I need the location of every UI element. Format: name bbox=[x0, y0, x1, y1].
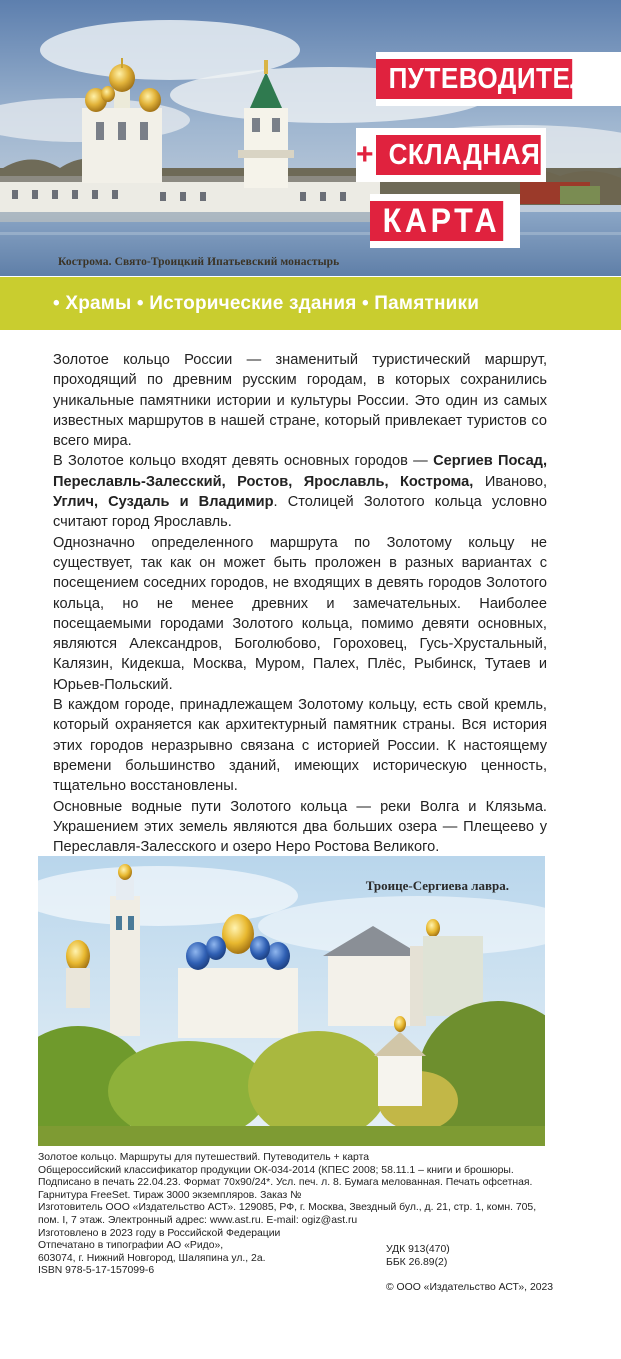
imprint-classifier: Общероссийский классификатор продукции ОК-034-2014 (КПЕС 2008; 58.11.1 – книги и брошюры. bbox=[38, 1164, 514, 1176]
main-cities-bold-2: Углич, Суздаль и Владимир bbox=[53, 494, 274, 511]
banner-map-label: КАРТА bbox=[370, 201, 503, 241]
main-cities-bold: Сергиев Посад, Переславль-Залесский, Ростов, Ярославль, Кострома, bbox=[53, 453, 547, 490]
paragraph-3: Однозначно определенного маршрута по Золотому кольцу не существует, так как он может быть проложен в разных вариантах с посещением соседних городов, не входящих в девять городов Золотого кольца, но не менее древних и замечательных. Наиболее посещаемыми городами Золотого кольца, помимо девяти основных, являются Александров, Боголюбово, Гороховец, Гусь-Хрустальный, Калязин, Кидекша, Москва, Муром, Палех, Плёс, Рыбинск, Тутаев и Юрьев-Польский. bbox=[53, 534, 547, 693]
imprint-udk: УДК 913(470) bbox=[386, 1244, 450, 1255]
banner-guide bbox=[376, 52, 621, 106]
banner-map bbox=[370, 194, 520, 248]
paragraph-1: Золотое кольцо России — знаменитый туристический маршрут, проходящий по древним русским городам, в которых сохранились уникальные памятники истории и культуры России. Это один из самых известных маршрутов в нашей стране, который привлекает туристов со всего мира. bbox=[53, 352, 547, 450]
imprint-printing-house: Отпечатано в типографии АО «Ридо», bbox=[38, 1240, 224, 1252]
imprint-copyright: © ООО «Издательство АСТ», 2023 bbox=[386, 1282, 554, 1293]
imprint-publisher: Изготовитель ООО «Издательство АСТ». 129085, РФ, г. Москва, Звездный бул., д. 21, стр. 1, комн. 705, bbox=[38, 1202, 537, 1214]
lavra-illustration bbox=[38, 856, 545, 1146]
category-strip-text: • Храмы • Исторические здания • Памятники bbox=[53, 292, 480, 314]
imprint-printing-address: 603074, г. Нижний Новгород, Шаляпина ул., 2а. bbox=[38, 1252, 266, 1264]
paragraph-5: Основные водные пути Золотого кольца — реки Волга и Клязьма. Украшением этих земель являются два больших озера — Плещеево у Переславля-Залесского и озеро Неро Ростова Великого. bbox=[53, 798, 547, 856]
imprint-print-details: Подписано в печать 22.04.23. Формат 70х90/24*. Усл. печ. л. 8. Бумага мелованная. Печать офсетная. bbox=[38, 1177, 533, 1189]
imprint-isbn: ISBN 978-5-17-157099-6 bbox=[38, 1265, 155, 1277]
intro-text bbox=[53, 350, 547, 857]
imprint-contacts: пом. I, 7 этаж. Электронный адрес: www.ast.ru. E-mail: ogiz@ast.ru bbox=[38, 1214, 358, 1226]
paragraph-2: В Золотое кольцо входят девять основных городов — Сергиев Посад, Переславль-Залесский, Ростов, Ярославль, Кострома, Иваново, Углич, Суздаль и Владимир. Столицей Золотого кольца условно считают город Ярославль. bbox=[53, 453, 548, 531]
banner-guide-label: ПУТЕВОДИТЕЛЬ bbox=[376, 59, 572, 99]
cover-photo-caption: Кострома. Свято-Троицкий Ипатьевский монастырь bbox=[58, 256, 340, 268]
imprint-title: Золотое кольцо. Маршруты для путешествий. Путеводитель + карта bbox=[38, 1152, 370, 1163]
lavra-photo-caption: Троице-Сергиева лавра. bbox=[365, 878, 509, 893]
imprint-typeface: Гарнитура FreeSet. Тираж 3000 экземпляров. Заказ № bbox=[38, 1189, 302, 1201]
lavra-photo bbox=[38, 856, 545, 1146]
category-strip bbox=[0, 277, 621, 330]
banner-folding bbox=[356, 128, 546, 182]
banner-folding-label: СКЛАДНАЯ bbox=[376, 135, 541, 175]
cover-photo-ipatiev-monastery bbox=[0, 0, 621, 276]
paragraph-4: В каждом городе, принадлежащем Золотому кольцу, есть свой кремль, который охраняется как архитектурный памятник страны. Вся история этих городов неразрывно связана с историей России. К настоящему времени большинство зданий, имеющих историческую ценность, тщательно восстановлены. bbox=[53, 697, 547, 795]
banner-plus: + bbox=[356, 138, 374, 171]
imprint bbox=[38, 1152, 568, 1278]
imprint-bbk: ББК 26.89(2) bbox=[386, 1257, 448, 1268]
imprint-made-in: Изготовлено в 2023 году в Российской Федерации bbox=[38, 1227, 281, 1239]
